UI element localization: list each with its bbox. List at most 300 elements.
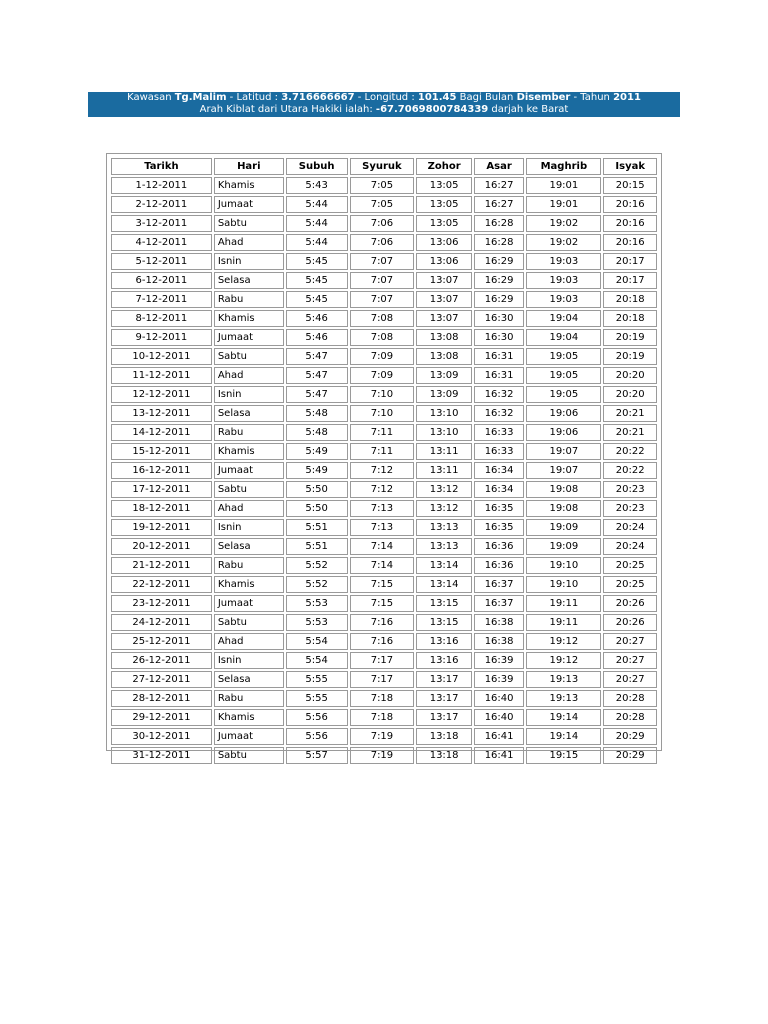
cell-syuruk: 7:16 xyxy=(350,614,415,631)
cell-hari: Jumaat xyxy=(214,462,284,479)
cell-asar: 16:37 xyxy=(474,595,524,612)
cell-isyak: 20:27 xyxy=(603,671,657,688)
cell-isyak: 20:26 xyxy=(603,614,657,631)
cell-zohor: 13:07 xyxy=(416,310,472,327)
cell-zohor: 13:08 xyxy=(416,348,472,365)
banner-text: - Longitud : xyxy=(354,92,418,103)
banner-value: -67.7069800784339 xyxy=(375,104,489,115)
banner-text: - Tahun xyxy=(570,92,614,103)
table-row xyxy=(111,196,657,213)
table-row xyxy=(111,576,657,593)
banner-value: Tg.Malim xyxy=(174,92,227,103)
cell-maghrib: 19:08 xyxy=(526,500,601,517)
location-banner xyxy=(88,92,680,117)
cell-syuruk: 7:18 xyxy=(350,709,415,726)
cell-asar: 16:40 xyxy=(474,690,524,707)
qibla-direction-line xyxy=(88,104,680,116)
cell-subuh: 5:56 xyxy=(286,728,348,745)
cell-hari: Rabu xyxy=(214,424,284,441)
cell-maghrib: 19:12 xyxy=(526,652,601,669)
cell-zohor: 13:09 xyxy=(416,386,472,403)
cell-tarikh: 2-12-2011 xyxy=(111,196,212,213)
cell-subuh: 5:45 xyxy=(286,291,348,308)
cell-subuh: 5:47 xyxy=(286,367,348,384)
cell-isyak: 20:23 xyxy=(603,481,657,498)
cell-isyak: 20:15 xyxy=(603,177,657,194)
cell-syuruk: 7:08 xyxy=(350,310,415,327)
cell-tarikh: 7-12-2011 xyxy=(111,291,212,308)
cell-tarikh: 9-12-2011 xyxy=(111,329,212,346)
cell-asar: 16:41 xyxy=(474,728,524,745)
cell-syuruk: 7:07 xyxy=(350,253,415,270)
cell-tarikh: 14-12-2011 xyxy=(111,424,212,441)
cell-hari: Selasa xyxy=(214,671,284,688)
cell-hari: Isnin xyxy=(214,386,284,403)
cell-syuruk: 7:14 xyxy=(350,557,415,574)
cell-zohor: 13:16 xyxy=(416,633,472,650)
cell-syuruk: 7:11 xyxy=(350,443,415,460)
cell-subuh: 5:46 xyxy=(286,329,348,346)
cell-isyak: 20:22 xyxy=(603,443,657,460)
table-row xyxy=(111,272,657,289)
cell-zohor: 13:18 xyxy=(416,728,472,745)
cell-subuh: 5:47 xyxy=(286,386,348,403)
prayer-times-table-frame xyxy=(106,153,662,761)
table-row xyxy=(111,690,657,707)
cell-maghrib: 19:10 xyxy=(526,576,601,593)
cell-maghrib: 19:06 xyxy=(526,405,601,422)
cell-hari: Jumaat xyxy=(214,728,284,745)
cell-tarikh: 26-12-2011 xyxy=(111,652,212,669)
cell-maghrib: 19:06 xyxy=(526,424,601,441)
banner-value: Disember xyxy=(516,92,571,103)
cell-subuh: 5:48 xyxy=(286,405,348,422)
cell-maghrib: 19:07 xyxy=(526,443,601,460)
cell-syuruk: 7:05 xyxy=(350,177,415,194)
cell-subuh: 5:49 xyxy=(286,443,348,460)
table-row xyxy=(111,310,657,327)
cell-zohor: 13:17 xyxy=(416,690,472,707)
cell-hari: Jumaat xyxy=(214,196,284,213)
cell-syuruk: 7:06 xyxy=(350,234,415,251)
cell-subuh: 5:51 xyxy=(286,519,348,536)
cell-hari: Sabtu xyxy=(214,747,284,764)
table-row xyxy=(111,405,657,422)
cell-asar: 16:29 xyxy=(474,253,524,270)
cell-syuruk: 7:18 xyxy=(350,690,415,707)
table-row xyxy=(111,215,657,232)
cell-asar: 16:36 xyxy=(474,557,524,574)
cell-subuh: 5:46 xyxy=(286,310,348,327)
cell-hari: Khamis xyxy=(214,443,284,460)
cell-subuh: 5:56 xyxy=(286,709,348,726)
cell-tarikh: 25-12-2011 xyxy=(111,633,212,650)
table-row xyxy=(111,633,657,650)
cell-maghrib: 19:09 xyxy=(526,538,601,555)
cell-maghrib: 19:01 xyxy=(526,196,601,213)
cell-hari: Ahad xyxy=(214,500,284,517)
cell-maghrib: 19:03 xyxy=(526,291,601,308)
cell-isyak: 20:29 xyxy=(603,728,657,745)
cell-isyak: 20:21 xyxy=(603,405,657,422)
cell-syuruk: 7:19 xyxy=(350,728,415,745)
cell-asar: 16:38 xyxy=(474,633,524,650)
cell-hari: Isnin xyxy=(214,253,284,270)
cell-subuh: 5:44 xyxy=(286,215,348,232)
table-row xyxy=(111,234,657,251)
table-row xyxy=(111,367,657,384)
cell-maghrib: 19:05 xyxy=(526,386,601,403)
table-row xyxy=(111,424,657,441)
table-header-row xyxy=(111,158,657,175)
table-row xyxy=(111,329,657,346)
cell-subuh: 5:44 xyxy=(286,196,348,213)
cell-maghrib: 19:14 xyxy=(526,709,601,726)
cell-syuruk: 7:11 xyxy=(350,424,415,441)
cell-isyak: 20:24 xyxy=(603,519,657,536)
cell-asar: 16:35 xyxy=(474,500,524,517)
prayer-times-table xyxy=(109,156,659,766)
banner-text: Arah Kiblat dari Utara Hakiki ialah: xyxy=(199,104,376,115)
cell-zohor: 13:11 xyxy=(416,462,472,479)
cell-subuh: 5:53 xyxy=(286,614,348,631)
table-row xyxy=(111,709,657,726)
table-row xyxy=(111,595,657,612)
cell-maghrib: 19:13 xyxy=(526,690,601,707)
cell-zohor: 13:14 xyxy=(416,557,472,574)
cell-hari: Selasa xyxy=(214,272,284,289)
cell-tarikh: 31-12-2011 xyxy=(111,747,212,764)
cell-asar: 16:30 xyxy=(474,310,524,327)
cell-tarikh: 10-12-2011 xyxy=(111,348,212,365)
cell-tarikh: 17-12-2011 xyxy=(111,481,212,498)
cell-tarikh: 12-12-2011 xyxy=(111,386,212,403)
cell-tarikh: 5-12-2011 xyxy=(111,253,212,270)
cell-syuruk: 7:10 xyxy=(350,386,415,403)
cell-asar: 16:33 xyxy=(474,424,524,441)
cell-syuruk: 7:16 xyxy=(350,633,415,650)
cell-isyak: 20:27 xyxy=(603,633,657,650)
cell-syuruk: 7:19 xyxy=(350,747,415,764)
cell-maghrib: 19:13 xyxy=(526,671,601,688)
cell-tarikh: 30-12-2011 xyxy=(111,728,212,745)
cell-isyak: 20:22 xyxy=(603,462,657,479)
column-header-zohor: Zohor xyxy=(416,158,472,175)
cell-asar: 16:27 xyxy=(474,196,524,213)
cell-hari: Ahad xyxy=(214,234,284,251)
cell-hari: Rabu xyxy=(214,291,284,308)
cell-maghrib: 19:10 xyxy=(526,557,601,574)
cell-asar: 16:30 xyxy=(474,329,524,346)
cell-hari: Isnin xyxy=(214,519,284,536)
cell-zohor: 13:07 xyxy=(416,272,472,289)
cell-tarikh: 22-12-2011 xyxy=(111,576,212,593)
cell-isyak: 20:21 xyxy=(603,424,657,441)
table-row xyxy=(111,481,657,498)
cell-tarikh: 4-12-2011 xyxy=(111,234,212,251)
cell-isyak: 20:28 xyxy=(603,709,657,726)
cell-maghrib: 19:11 xyxy=(526,614,601,631)
cell-maghrib: 19:08 xyxy=(526,481,601,498)
table-row xyxy=(111,728,657,745)
cell-isyak: 20:20 xyxy=(603,386,657,403)
column-header-tarikh: Tarikh xyxy=(111,158,212,175)
cell-tarikh: 15-12-2011 xyxy=(111,443,212,460)
cell-asar: 16:29 xyxy=(474,291,524,308)
cell-syuruk: 7:13 xyxy=(350,500,415,517)
cell-tarikh: 20-12-2011 xyxy=(111,538,212,555)
table-row xyxy=(111,652,657,669)
cell-hari: Ahad xyxy=(214,633,284,650)
cell-isyak: 20:23 xyxy=(603,500,657,517)
cell-syuruk: 7:08 xyxy=(350,329,415,346)
cell-asar: 16:32 xyxy=(474,386,524,403)
cell-isyak: 20:24 xyxy=(603,538,657,555)
cell-subuh: 5:47 xyxy=(286,348,348,365)
cell-hari: Selasa xyxy=(214,538,284,555)
cell-hari: Khamis xyxy=(214,576,284,593)
cell-isyak: 20:28 xyxy=(603,690,657,707)
location-info-line xyxy=(88,92,680,104)
cell-subuh: 5:51 xyxy=(286,538,348,555)
banner-value: 101.45 xyxy=(417,92,457,103)
cell-isyak: 20:27 xyxy=(603,652,657,669)
cell-zohor: 13:18 xyxy=(416,747,472,764)
cell-zohor: 13:09 xyxy=(416,367,472,384)
cell-tarikh: 28-12-2011 xyxy=(111,690,212,707)
banner-text: Kawasan xyxy=(127,92,175,103)
table-row xyxy=(111,443,657,460)
cell-asar: 16:39 xyxy=(474,671,524,688)
cell-hari: Khamis xyxy=(214,709,284,726)
cell-maghrib: 19:02 xyxy=(526,234,601,251)
cell-asar: 16:28 xyxy=(474,234,524,251)
cell-maghrib: 19:09 xyxy=(526,519,601,536)
cell-tarikh: 24-12-2011 xyxy=(111,614,212,631)
cell-subuh: 5:54 xyxy=(286,652,348,669)
table-row xyxy=(111,386,657,403)
cell-asar: 16:27 xyxy=(474,177,524,194)
cell-subuh: 5:45 xyxy=(286,272,348,289)
cell-zohor: 13:13 xyxy=(416,538,472,555)
cell-hari: Rabu xyxy=(214,690,284,707)
column-header-hari: Hari xyxy=(214,158,284,175)
cell-tarikh: 23-12-2011 xyxy=(111,595,212,612)
cell-syuruk: 7:10 xyxy=(350,405,415,422)
cell-maghrib: 19:02 xyxy=(526,215,601,232)
cell-hari: Selasa xyxy=(214,405,284,422)
cell-isyak: 20:29 xyxy=(603,747,657,764)
cell-zohor: 13:13 xyxy=(416,519,472,536)
cell-tarikh: 16-12-2011 xyxy=(111,462,212,479)
cell-hari: Khamis xyxy=(214,310,284,327)
cell-maghrib: 19:05 xyxy=(526,348,601,365)
cell-isyak: 20:16 xyxy=(603,234,657,251)
cell-hari: Isnin xyxy=(214,652,284,669)
cell-hari: Sabtu xyxy=(214,215,284,232)
cell-tarikh: 13-12-2011 xyxy=(111,405,212,422)
cell-asar: 16:31 xyxy=(474,348,524,365)
cell-asar: 16:40 xyxy=(474,709,524,726)
cell-zohor: 13:16 xyxy=(416,652,472,669)
cell-tarikh: 19-12-2011 xyxy=(111,519,212,536)
cell-asar: 16:34 xyxy=(474,462,524,479)
cell-maghrib: 19:03 xyxy=(526,272,601,289)
cell-maghrib: 19:15 xyxy=(526,747,601,764)
cell-asar: 16:33 xyxy=(474,443,524,460)
cell-hari: Sabtu xyxy=(214,481,284,498)
cell-isyak: 20:19 xyxy=(603,348,657,365)
cell-isyak: 20:25 xyxy=(603,557,657,574)
cell-maghrib: 19:12 xyxy=(526,633,601,650)
cell-isyak: 20:16 xyxy=(603,196,657,213)
cell-tarikh: 18-12-2011 xyxy=(111,500,212,517)
cell-tarikh: 21-12-2011 xyxy=(111,557,212,574)
cell-zohor: 13:08 xyxy=(416,329,472,346)
cell-zohor: 13:06 xyxy=(416,253,472,270)
column-header-isyak: Isyak xyxy=(603,158,657,175)
cell-zohor: 13:15 xyxy=(416,614,472,631)
cell-subuh: 5:45 xyxy=(286,253,348,270)
cell-isyak: 20:18 xyxy=(603,291,657,308)
cell-zohor: 13:07 xyxy=(416,291,472,308)
banner-text: - Latitud : xyxy=(226,92,282,103)
table-row xyxy=(111,291,657,308)
table-row xyxy=(111,538,657,555)
cell-isyak: 20:17 xyxy=(603,253,657,270)
cell-subuh: 5:49 xyxy=(286,462,348,479)
cell-asar: 16:29 xyxy=(474,272,524,289)
cell-asar: 16:37 xyxy=(474,576,524,593)
cell-maghrib: 19:01 xyxy=(526,177,601,194)
cell-hari: Khamis xyxy=(214,177,284,194)
cell-syuruk: 7:14 xyxy=(350,538,415,555)
cell-zohor: 13:17 xyxy=(416,709,472,726)
cell-asar: 16:28 xyxy=(474,215,524,232)
banner-text: darjah ke Barat xyxy=(488,104,569,115)
cell-isyak: 20:16 xyxy=(603,215,657,232)
cell-asar: 16:31 xyxy=(474,367,524,384)
cell-maghrib: 19:11 xyxy=(526,595,601,612)
cell-subuh: 5:55 xyxy=(286,690,348,707)
table-row xyxy=(111,462,657,479)
cell-asar: 16:38 xyxy=(474,614,524,631)
cell-syuruk: 7:07 xyxy=(350,291,415,308)
table-row xyxy=(111,253,657,270)
table-row xyxy=(111,557,657,574)
column-header-asar: Asar xyxy=(474,158,524,175)
banner-text: Bagi Bulan xyxy=(456,92,517,103)
table-body xyxy=(111,177,657,764)
cell-zohor: 13:17 xyxy=(416,671,472,688)
banner-value: 2011 xyxy=(613,92,641,103)
cell-tarikh: 3-12-2011 xyxy=(111,215,212,232)
cell-syuruk: 7:17 xyxy=(350,652,415,669)
cell-tarikh: 27-12-2011 xyxy=(111,671,212,688)
table-row xyxy=(111,671,657,688)
cell-isyak: 20:19 xyxy=(603,329,657,346)
cell-isyak: 20:25 xyxy=(603,576,657,593)
cell-syuruk: 7:17 xyxy=(350,671,415,688)
cell-isyak: 20:17 xyxy=(603,272,657,289)
cell-isyak: 20:20 xyxy=(603,367,657,384)
cell-tarikh: 6-12-2011 xyxy=(111,272,212,289)
cell-zohor: 13:10 xyxy=(416,424,472,441)
cell-zohor: 13:05 xyxy=(416,177,472,194)
cell-maghrib: 19:14 xyxy=(526,728,601,745)
cell-subuh: 5:43 xyxy=(286,177,348,194)
cell-hari: Sabtu xyxy=(214,614,284,631)
cell-zohor: 13:05 xyxy=(416,215,472,232)
cell-tarikh: 8-12-2011 xyxy=(111,310,212,327)
cell-zohor: 13:05 xyxy=(416,196,472,213)
table-row xyxy=(111,500,657,517)
cell-syuruk: 7:15 xyxy=(350,576,415,593)
cell-asar: 16:34 xyxy=(474,481,524,498)
cell-syuruk: 7:05 xyxy=(350,196,415,213)
cell-maghrib: 19:05 xyxy=(526,367,601,384)
table-row xyxy=(111,747,657,764)
cell-asar: 16:35 xyxy=(474,519,524,536)
cell-tarikh: 29-12-2011 xyxy=(111,709,212,726)
cell-hari: Rabu xyxy=(214,557,284,574)
cell-maghrib: 19:04 xyxy=(526,329,601,346)
cell-asar: 16:32 xyxy=(474,405,524,422)
cell-asar: 16:39 xyxy=(474,652,524,669)
cell-maghrib: 19:03 xyxy=(526,253,601,270)
cell-asar: 16:36 xyxy=(474,538,524,555)
cell-subuh: 5:55 xyxy=(286,671,348,688)
table-row xyxy=(111,614,657,631)
cell-subuh: 5:48 xyxy=(286,424,348,441)
cell-subuh: 5:52 xyxy=(286,557,348,574)
cell-syuruk: 7:09 xyxy=(350,348,415,365)
cell-zohor: 13:06 xyxy=(416,234,472,251)
cell-subuh: 5:53 xyxy=(286,595,348,612)
cell-maghrib: 19:04 xyxy=(526,310,601,327)
cell-isyak: 20:18 xyxy=(603,310,657,327)
table-row xyxy=(111,348,657,365)
cell-hari: Jumaat xyxy=(214,329,284,346)
column-header-subuh: Subuh xyxy=(286,158,348,175)
cell-syuruk: 7:13 xyxy=(350,519,415,536)
cell-hari: Jumaat xyxy=(214,595,284,612)
cell-subuh: 5:54 xyxy=(286,633,348,650)
cell-subuh: 5:57 xyxy=(286,747,348,764)
cell-isyak: 20:26 xyxy=(603,595,657,612)
banner-value: 3.716666667 xyxy=(281,92,355,103)
cell-subuh: 5:52 xyxy=(286,576,348,593)
cell-asar: 16:41 xyxy=(474,747,524,764)
table-row xyxy=(111,519,657,536)
cell-zohor: 13:15 xyxy=(416,595,472,612)
cell-hari: Ahad xyxy=(214,367,284,384)
cell-zohor: 13:14 xyxy=(416,576,472,593)
cell-hari: Sabtu xyxy=(214,348,284,365)
column-header-syuruk: Syuruk xyxy=(350,158,415,175)
cell-zohor: 13:11 xyxy=(416,443,472,460)
cell-zohor: 13:12 xyxy=(416,481,472,498)
column-header-maghrib: Maghrib xyxy=(526,158,601,175)
cell-subuh: 5:50 xyxy=(286,481,348,498)
cell-tarikh: 1-12-2011 xyxy=(111,177,212,194)
cell-zohor: 13:12 xyxy=(416,500,472,517)
cell-maghrib: 19:07 xyxy=(526,462,601,479)
cell-subuh: 5:44 xyxy=(286,234,348,251)
table-row xyxy=(111,177,657,194)
cell-tarikh: 11-12-2011 xyxy=(111,367,212,384)
cell-syuruk: 7:06 xyxy=(350,215,415,232)
